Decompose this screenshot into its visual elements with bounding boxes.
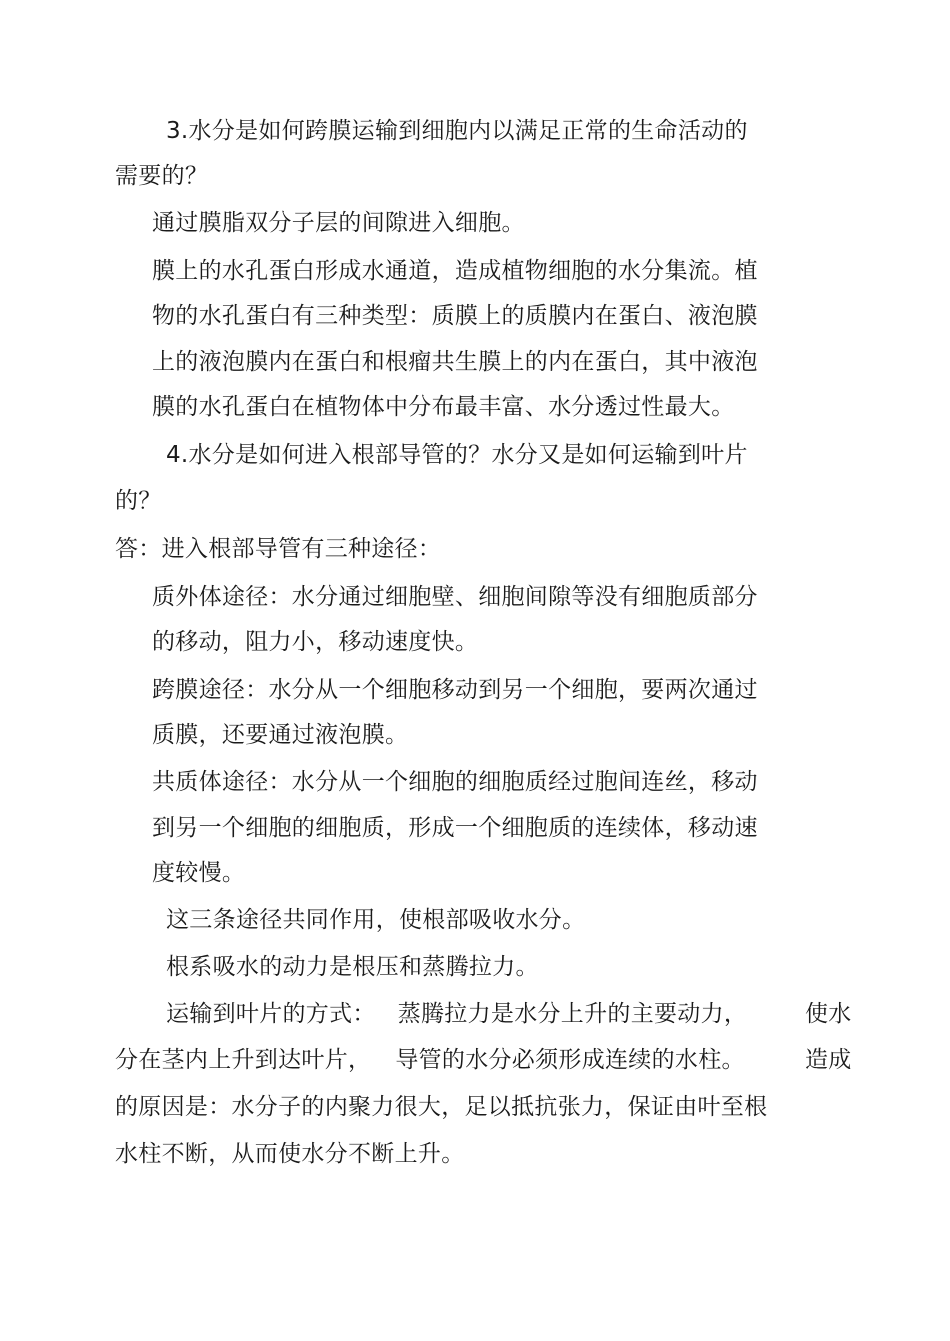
transport-line-2-part-b: 导管的水分必须形成连续的水柱。 <box>395 1047 745 1073</box>
question-3-line-2: 需要的？ <box>115 163 209 189</box>
symplast-path-line-1: 共质体途径：水分从一个细胞的细胞质经过胞间连丝，移动 <box>152 769 758 795</box>
answer-3-paragraph-1: 通过膜脂双分子层的间隙进入细胞。 <box>152 210 525 236</box>
symplast-path-line-3: 度较慢。 <box>152 860 246 886</box>
apoplast-path-line-1: 质外体途径：水分通过细胞壁、细胞间隙等没有细胞质部分 <box>152 584 758 610</box>
answer-3-paragraph-2-line-2: 物的水孔蛋白有三种类型：质膜上的质膜内在蛋白、液泡膜 <box>152 303 758 329</box>
transport-line-2 <box>115 1045 745 1075</box>
apoplast-path-line-2: 的移动，阻力小，移动速度快。 <box>152 629 479 655</box>
summary-line-2: 根系吸水的动力是根压和蒸腾拉力。 <box>166 954 539 980</box>
transport-line-2-part-a: 分在茎内上升到达叶片， <box>115 1047 372 1073</box>
question-4-line-2: 的？ <box>115 488 162 514</box>
transport-line-1-part-b: 蒸腾拉力是水分上升的主要动力， <box>397 1001 748 1027</box>
transport-line-1-part-a: 运输到叶片的方式： <box>166 1001 376 1027</box>
transport-line-3: 的原因是：水分子的内聚力很大，足以抵抗张力，保证由叶至根 <box>115 1094 768 1120</box>
transport-line-2-part-c: 造成 <box>805 1047 852 1073</box>
transmembrane-path-line-2: 质膜，还要通过液泡膜。 <box>152 722 409 748</box>
answer-3-paragraph-2-line-4: 膜的水孔蛋白在植物体中分布最丰富、水分透过性最大。 <box>152 394 735 420</box>
answer-3-paragraph-2-line-3: 上的液泡膜内在蛋白和根瘤共生膜上的内在蛋白，其中液泡 <box>152 349 758 375</box>
transmembrane-path-line-1: 跨膜途径：水分从一个细胞移动到另一个细胞，要两次通过 <box>152 677 758 703</box>
answer-4-intro: 答：进入根部导管有三种途径： <box>115 536 442 562</box>
transport-line-1-part-c: 使水 <box>805 1001 852 1027</box>
symplast-path-line-2: 到另一个细胞的细胞质，形成一个细胞质的连续体，移动速 <box>152 815 758 841</box>
transport-line-4: 水柱不断，从而使水分不断上升。 <box>115 1141 465 1167</box>
question-3-line-1: 3.水分是如何跨膜运输到细胞内以满足正常的生命活动的 <box>166 118 748 144</box>
answer-3-paragraph-2-line-1: 膜上的水孔蛋白形成水通道，造成植物细胞的水分集流。植 <box>152 258 758 284</box>
transport-line-1 <box>166 999 747 1029</box>
summary-line-1: 这三条途径共同作用，使根部吸收水分。 <box>166 907 586 933</box>
question-4-line-1: 4.水分是如何进入根部导管的？水分又是如何运输到叶片 <box>166 442 748 468</box>
